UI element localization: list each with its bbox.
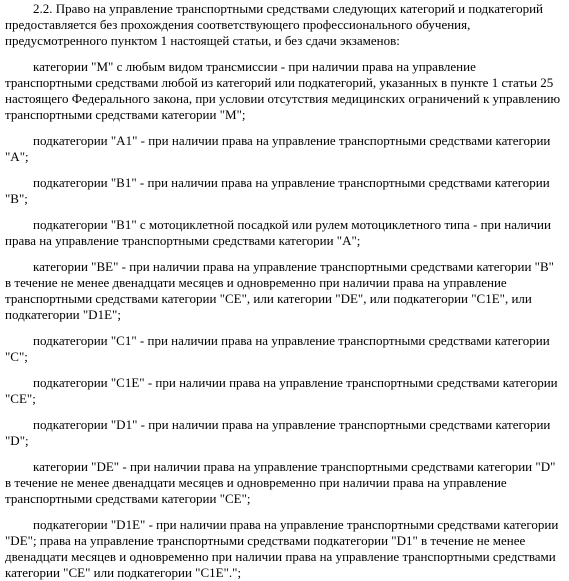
paragraph-category-de: категории "DE" - при наличии права на управление транспортными средствами категории "D" в течение не менее двенадцати месяцев и одновременно при наличии права на управление транспортными средствами категории "CE"; [5, 459, 556, 506]
paragraph-subcategory-a1: подкатегории "A1" - при наличии права на управление транспортными средствами категории "A"; [5, 133, 551, 164]
paragraph-subcategory-b1: подкатегории "B1" - при наличии права на управление транспортными средствами категории "B"; [5, 175, 550, 206]
paragraph-subcategory-c1: подкатегории "C1" - при наличии права на управление транспортными средствами категории "C"; [5, 333, 550, 364]
paragraph-category-be: категории "BE" - при наличии права на управление транспортными средствами категории "B" в течение не менее двенадцати месяцев и одновременно при наличии права на управление транспортными средствами категории "CE", или категории "DE", или подкатегории "C1E", или подкатегории "D1E"; [5, 259, 554, 322]
paragraph-subcategory-b1-moto: подкатегории "B1" с мотоциклетной посадкой или рулем мотоциклетного типа - при наличии права на управление транспортными средствами категории "A"; [5, 217, 551, 248]
paragraph-subcategory-d1e: подкатегории "D1E" - при наличии права на управление транспортными средствами категории "DE"; права на управление транспортными средствами подкатегории "D1" в течение не менее двенадцати месяцев и одновременно при наличии права на управление транспортными средствами категории "CE" или подкатегории "C1E"."; [5, 517, 559, 580]
paragraph-intro: 2.2. Право на управление транспортными средствами следующих категорий и подкатегорий предоставляется без прохождения соответствующего профессионального обучения, предусмотренного пунктом 1 настоящей статьи, и без сдачи экзаменов: [5, 1, 544, 48]
paragraph-subcategory-c1e: подкатегории "C1E" - при наличии права на управление транспортными средствами категории "CE"; [5, 375, 558, 406]
paragraph-category-m: категории "M" с любым видом трансмиссии - при наличии права на управление транспортными средствами любой из категорий или подкатегорий, указанных в пункте 1 статьи 25 настоящего Федерального закона, при условии отсутствия медицинских ограничений к управлению транспортными средствами категории "M"; [5, 59, 561, 122]
paragraph-subcategory-d1: подкатегории "D1" - при наличии права на управление транспортными средствами категории "D"; [5, 417, 551, 448]
